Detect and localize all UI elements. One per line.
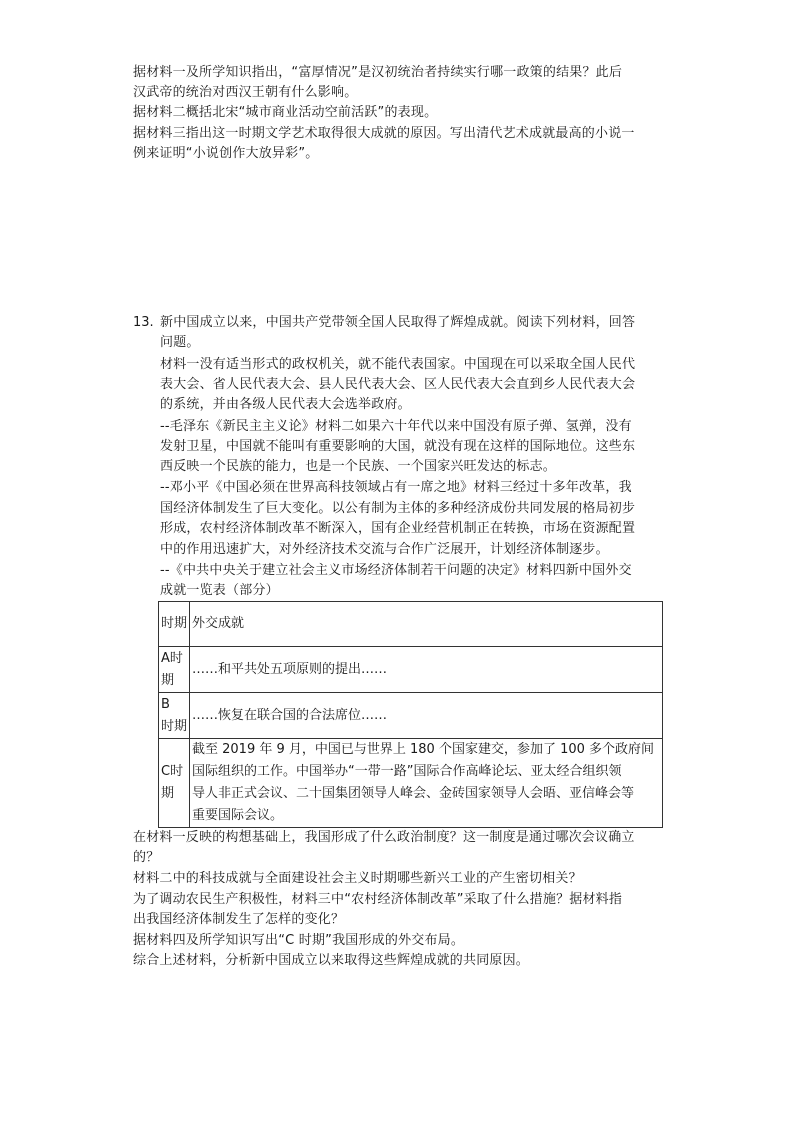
text-line: --《中共中央关于建立社会主义市场经济体制若干问题的决定》材料四新中国外交 <box>160 563 632 578</box>
text-line: 例来证明“小说创作大放异彩”。 <box>133 146 319 161</box>
text-line: 据材料三指出这一时期文学艺术取得很大成就的原因。写出清代艺术成就最高的小说一 <box>133 126 635 141</box>
text-line: 的系统，并由各级人民代表大会选举政府。 <box>160 397 411 412</box>
achievement-line: 截至 2019 年 9 月，中国已与世界上 180 个国家建交，参加了 100 多个政府间 <box>192 742 655 757</box>
period-cell: B 时期 <box>159 693 190 739</box>
text-line: 综合上述材料，分析新中国成立以来取得这些辉煌成就的共同原因。 <box>133 953 530 968</box>
period-header: 时期 <box>159 602 190 647</box>
table-row <box>159 647 663 693</box>
achievement-header: 外交成就 <box>190 602 663 647</box>
achievement-line: 国际组织的工作。中国举办“一带一路”国际合作高峰论坛、亚太经合组织领 <box>192 764 622 779</box>
text-line: 问题。 <box>160 335 200 350</box>
achievement-cell: ……和平共处五项原则的提出…… <box>190 647 663 693</box>
text-line: 新中国成立以来，中国共产党带领全国人民取得了辉煌成就。阅读下列材料，回答 <box>160 315 636 330</box>
period-cell: C时期 <box>159 739 190 828</box>
text-line: 据材料二概括北宋“城市商业活动空前活跃”的表现。 <box>133 105 438 120</box>
text-line: --邓小平《中国必须在世界高科技领域占有一席之地》材料三经过十多年改革，我 <box>160 480 632 495</box>
period-cell: A时期 <box>159 647 190 693</box>
text-line: 为了调动农民生产积极性，材料三中“农村经济体制改革”采取了什么措施？据材料指 <box>133 892 623 907</box>
text-line: 成就一览表（部分） <box>160 583 279 598</box>
text-line: 发射卫星，中国就不能叫有重要影响的大国，就没有现在这样的国际地位。这些东 <box>160 439 636 454</box>
diplomacy-table <box>158 601 663 828</box>
text-line: 西反映一个民族的能力，也是一个民族、一个国家兴旺发达的标志。 <box>160 459 557 474</box>
achievement-cell: ……恢复在联合国的合法席位…… <box>190 693 663 739</box>
text-line: --毛泽东《新民主主义论》材料二如果六十年代以来中国没有原子弹、氢弹，没有 <box>160 419 632 434</box>
text-line: 形成，农村经济体制改革不断深入，国有企业经营机制正在转换，市场在资源配置 <box>160 521 636 536</box>
achievement-cell <box>190 739 663 828</box>
text-line: 在材料一反映的构想基础上，我国形成了什么政治制度？这一制度是通过哪次会议确立 <box>133 830 635 845</box>
text-line: 材料二中的科技成就与全面建设社会主义时期哪些新兴工业的产生密切相关？ <box>133 871 582 886</box>
question-number: 13. <box>133 315 154 330</box>
text-line: 的？ <box>133 850 160 865</box>
text-line: 中的作用迅速扩大，对外经济技术交流与合作广泛展开，计划经济体制逐步。 <box>160 542 609 557</box>
table-header-row <box>159 602 663 647</box>
text-line: 汉武帝的统治对西汉王朝有什么影响。 <box>133 85 358 100</box>
text-line: 据材料四及所学知识写出“C 时期”我国形成的外交布局。 <box>133 933 465 948</box>
achievement-line: 导人非正式会议、二十国集团领导人峰会、金砖国家领导人会晤、亚信峰会等 <box>192 786 635 801</box>
achievement-line: 重要国际会议。 <box>192 808 284 823</box>
text-line: 国经济体制发生了巨大变化。以公有制为主体的多种经济成份共同发展的格局初步 <box>160 501 636 516</box>
table-row <box>159 739 663 828</box>
text-line: 材料一没有适当形式的政权机关，就不能代表国家。中国现在可以采取全国人民代 <box>160 357 636 372</box>
text-line: 据材料一及所学知识指出，“富厚情况”是汉初统治者持续实行哪一政策的结果？此后 <box>133 65 623 80</box>
text-line: 出我国经济体制发生了怎样的变化？ <box>133 912 345 927</box>
text-line: 表大会、省人民代表大会、县人民代表大会、区人民代表大会直到乡人民代表大会 <box>160 377 636 392</box>
table-row <box>159 693 663 739</box>
